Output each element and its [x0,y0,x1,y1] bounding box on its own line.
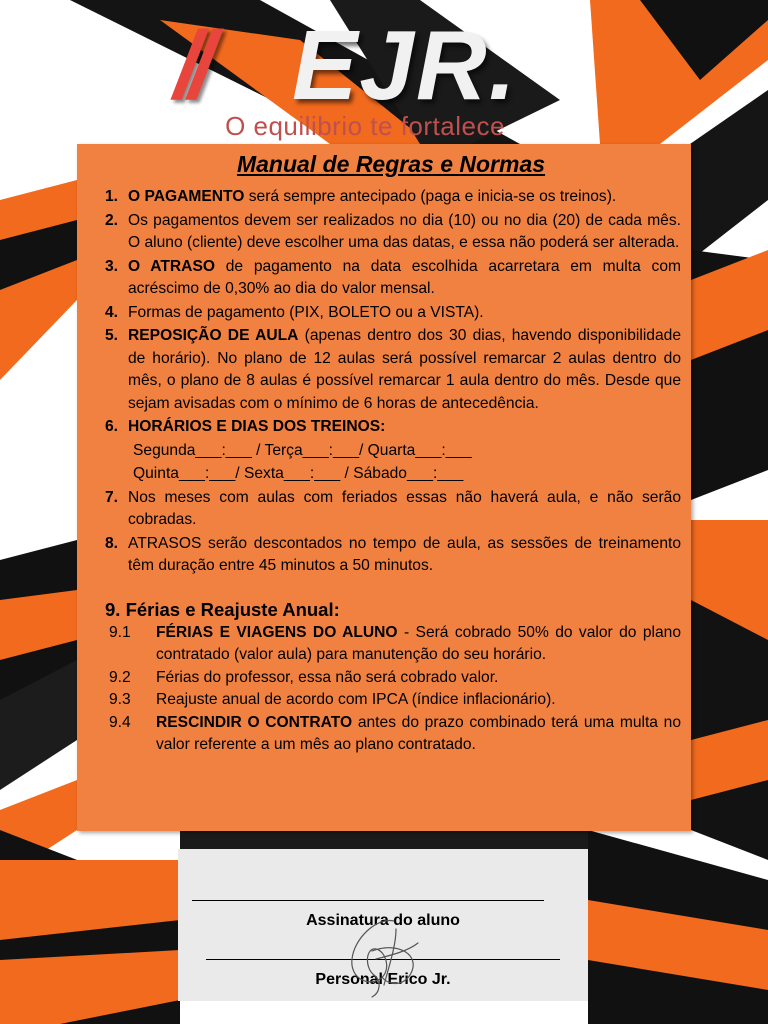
section-9-title: 9. Férias e Reajuste Anual: [105,598,340,620]
rule-number: 8. [105,534,119,552]
logo-slashes: // [174,12,204,119]
rules-panel [77,144,691,831]
section-9-number: 9.3 [109,691,131,708]
rule-item [101,416,681,439]
section-9-item [101,689,681,712]
section-9-number: 9.1 [109,623,131,641]
rule-text: Os pagamentos devem ser realizados no dia (10) ou no dia (20) de cada mês. O aluno (cliente) deve escolher uma das datas, e essa não poderá ser alterada. [128,211,681,251]
rule-item [101,533,681,578]
logo-name: EJR. [292,10,518,120]
rule-bold-text: O ATRASO [128,257,215,275]
rule-number: 2. [105,211,119,229]
rule-item [101,256,681,301]
rule-number: 1. [105,188,119,205]
rule-number: 4. [105,303,119,321]
rule-bold-text: O PAGAMENTO [128,188,245,205]
rule-number: 3. [105,257,119,275]
student-signature-label: Assinatura do aluno [306,912,460,929]
rule-text: será sempre antecipado (paga e inicia-se os treinos). [244,188,617,205]
section-9-text: Férias do professor, essa não será cobrado valor. [156,668,499,686]
rule-text: (apenas dentro dos 30 dias, havendo disponibilidade de horário). No plano de 12 aulas será possível remarcar 2 aulas dentro do mês, o plano de 8 aulas é possível remarcar 1 aula dentro do mês. Desde que sejam avisadas com o mínimo de 6 horas de antecedência. [128,327,681,412]
handwritten-signature [336,915,426,999]
section-9-bold-text: FÉRIAS E VIAGENS DO ALUNO [156,623,398,641]
section-9-item [101,667,681,690]
rule-number: 6. [105,418,119,435]
section-9-item [101,622,681,667]
section-9-item [101,712,681,757]
rule-item [101,210,681,255]
section-9-bold-text: RESCINDIR O CONTRATO [156,713,353,731]
rule-text: Formas de pagamento (PIX, BOLETO ou a VISTA). [128,303,484,321]
rule-text: Nos meses com aulas com feriados essas não haverá aula, e não serão cobradas. [128,488,681,528]
rule-text: de pagamento na data escolhida acarretara em multa com acréscimo de 0,30% ao dia do valor mensal. [128,257,681,297]
rule-number: 7. [105,488,119,506]
section-9-number: 9.4 [109,713,131,731]
rule-bold-text: HORÁRIOS E DIAS DOS TREINOS: [128,418,386,435]
trainer-signature-label: Personal Erico Jr. [315,971,451,988]
rule-bold-text: REPOSIÇÃO DE AULA [128,327,299,344]
section-9-text: Reajuste anual de acordo com IPCA (índice inflacionário). [156,691,556,708]
rule-item [101,487,681,532]
rule-number: 5. [105,327,119,344]
schedule-lines [101,440,681,486]
logo-tagline: O equilibrio te fortalece [225,111,505,141]
student-signature-line [192,900,544,901]
section-9-number: 9.2 [109,668,131,686]
signature-box [178,849,588,1001]
rule-text: ATRASOS serão descontados no tempo de aula, as sessões de treinamento têm duração entre 45 minutos a 50 minutos. [128,534,681,574]
section-9-list [101,622,681,757]
page-title: Manual de Regras e Normas [236,151,546,177]
rule-item [101,325,681,415]
schedule-line: Segunda___:___ / Terça___:___/ Quarta___:___ [133,441,472,459]
brand-logo [160,6,600,141]
schedule-line: Quinta___:___/ Sexta___:___ / Sábado___:___ [133,465,464,482]
rule-item [101,186,681,209]
section-9-text: - Será cobrado 50% do valor do plano contratado (valor aula) para manutenção do seu horário. [156,623,682,663]
rules-list [101,186,681,439]
section-9-text: antes do prazo combinado terá uma multa no valor referente a um mês ao plano contratado. [156,713,681,753]
rule-item [101,302,681,325]
rules-list-continued [101,487,681,578]
